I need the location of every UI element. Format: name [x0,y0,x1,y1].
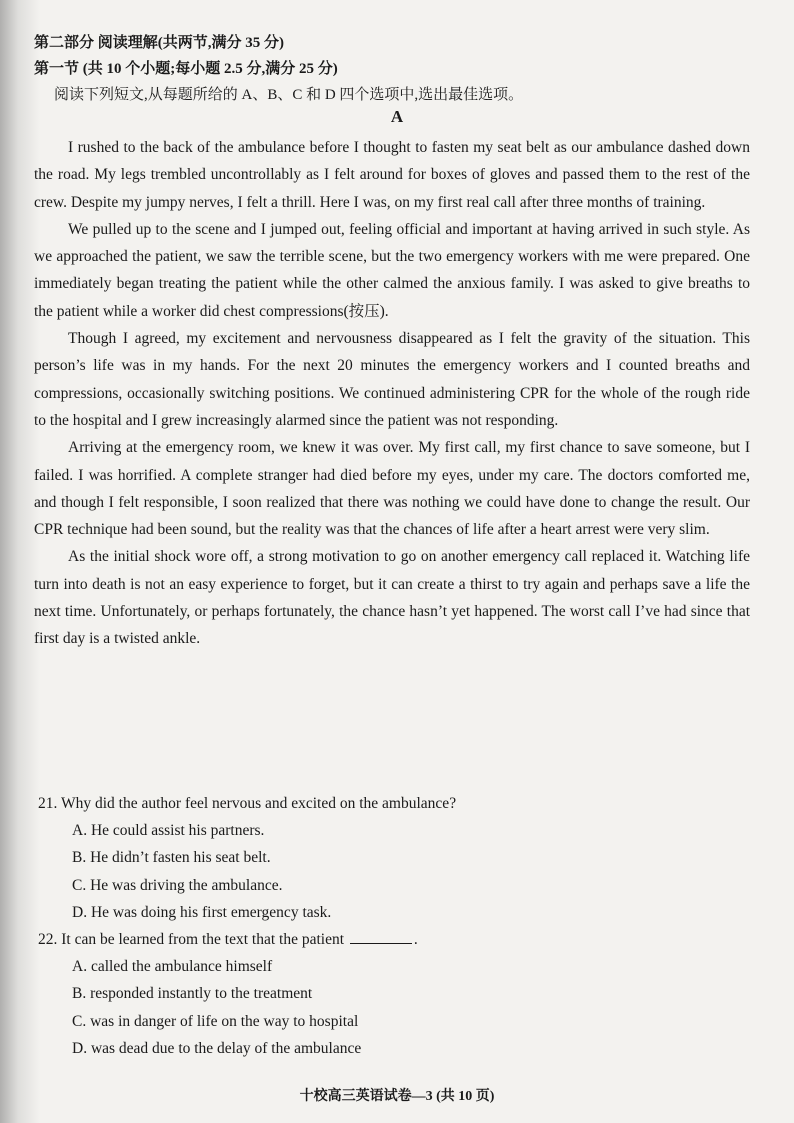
passage-paragraph: I rushed to the back of the ambulance before I thought to fasten my seat belt as our ambulance dashed down the road. My legs trembled uncontrollably as I felt around for boxes of gloves and passed them to the rest of the crew. Despite my jumpy nerves, I felt a thrill. Here I was, on my first real call after three months of training. [34,139,750,211]
question-stem-end: . [413,931,418,949]
page-footer: 十校高三英语试卷—3 (共 10 页) [299,1089,495,1104]
instruction-text: 阅读下列短文,从每题所给的 A、B、C 和 D 四个选项中,选出最佳选项。 [54,87,524,103]
section-header [34,30,774,108]
question-22 [38,926,754,1062]
answer-option: B. He didn’t fasten his seat belt. [72,849,271,867]
passage-paragraph: Though I agreed, my excitement and nervousness disappeared as I felt the gravity of the situation. This person’s life was in my hands. For the next 20 minutes the emergency workers and I counted breaths and compressions, occasionally switching positions. We continued administering CPR for the whole of the rough ride to the hospital and I grew increasingly alarmed since the patient was not responding. [34,330,750,429]
passage-paragraph: As the initial shock wore off, a strong motivation to go on another emergency call replaced it. Watching life turn into death is not an easy experience to forget, but it can create a thirst to try again and perhaps save a life the next time. Unfortunately, or perhaps fortunately, the chance hasn’t yet happened. The worst call I’ve had since that first day is a twisted ankle. [34,548,750,648]
answer-option: D. He was doing his first emergency task. [72,903,332,921]
question-stem: 22. It can be learned from the text that the patient [38,931,345,949]
passage-label: A [390,107,404,126]
reading-passage [34,134,750,653]
passage-paragraph: Arriving at the emergency room, we knew it was over. My first call, my first chance to save someone, but I failed. I was horrified. A complete stranger had died before my eyes, under my care. The doctors comforted me, and though I felt responsible, I soon realized that there was nothing we could have done to change the result. Our CPR technique had been sound, but the reality was that the chances of life after a heart arrest were very slim. [34,439,750,539]
answer-option: D. was dead due to the delay of the ambulance [72,1039,362,1057]
answer-option: C. He was driving the ambulance. [72,876,283,894]
answer-option: C. was in danger of life on the way to hospital [72,1012,359,1030]
answer-option: A. called the ambulance himself [72,958,273,976]
answer-blank [350,929,412,944]
answer-option: A. He could assist his partners. [72,822,265,840]
question-21 [38,790,754,926]
question-list [38,790,754,1062]
answer-option: B. responded instantly to the treatment [72,985,313,1003]
part-title: 第二部分 阅读理解(共两节,满分 35 分) [34,35,284,51]
section-title: 第一节 (共 10 个小题;每小题 2.5 分,满分 25 分) [34,61,338,77]
passage-paragraph: We pulled up to the scene and I jumped out, feeling official and important at having arrived in such style. As we approached the patient, we saw the terrible scene, but the two emergency workers with me were prepared. One immediately began treating the patient while the other calmed the anxious family. I was asked to give breaths to the patient while a worker did chest compressions(按压). [34,220,750,320]
question-stem-line [38,926,754,953]
question-stem: 21. Why did the author feel nervous and excited on the ambulance? [38,795,457,812]
